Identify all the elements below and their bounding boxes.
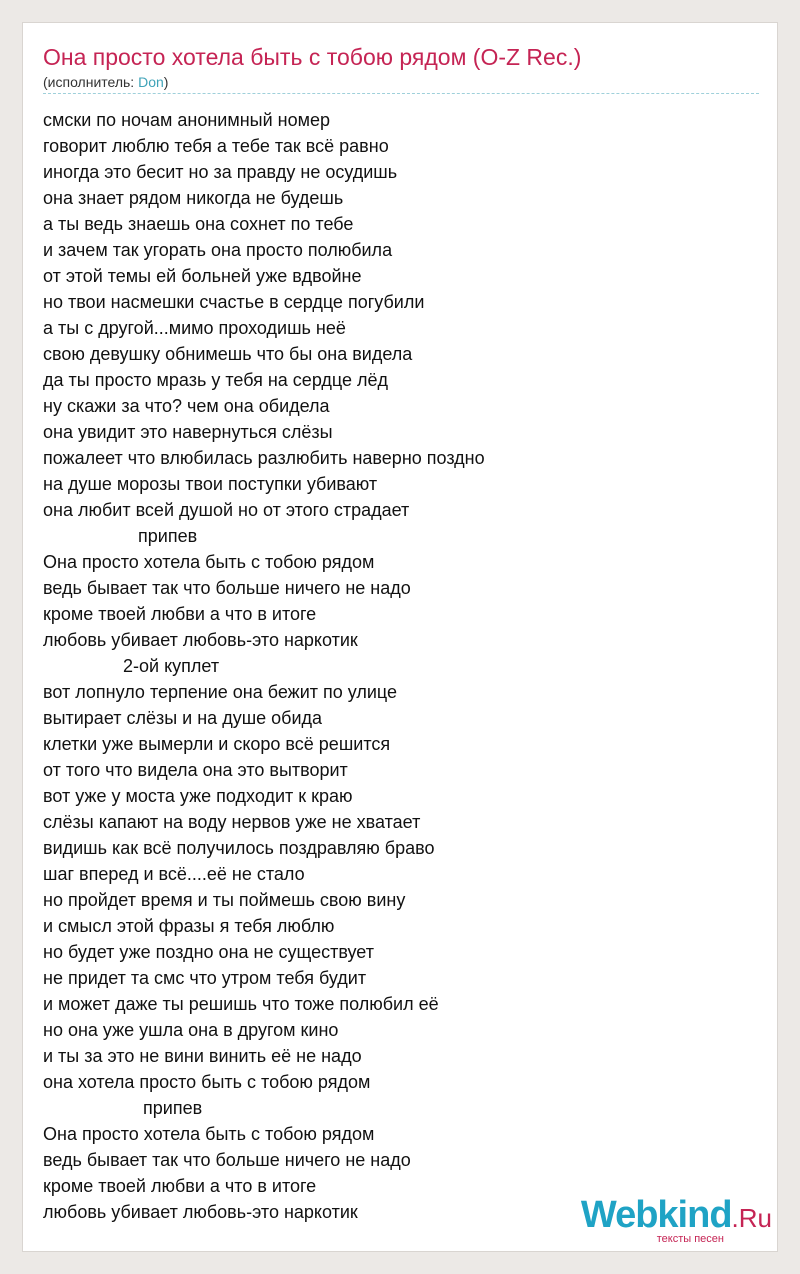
lyric-line: шаг вперед и всё....её не стало xyxy=(43,864,305,884)
site-logo[interactable] xyxy=(582,1195,772,1245)
lyric-line: кроме твоей любви а что в итоге xyxy=(43,1176,317,1196)
lyric-line: Она просто хотела быть с тобою рядом xyxy=(43,552,375,572)
logo-tld: .Ru xyxy=(731,1203,772,1233)
lyric-line: смски по ночам анонимный номер xyxy=(43,110,330,130)
lyric-line: не придет та смс что утром тебя будит xyxy=(43,968,367,988)
lyric-line: 2-ой куплет xyxy=(43,656,220,676)
lyric-line: а ты с другой...мимо проходишь неё xyxy=(43,318,346,338)
lyric-line: говорит люблю тебя а тебе так всё равно xyxy=(43,136,389,156)
lyric-line: она хотела просто быть с тобою рядом xyxy=(43,1072,371,1092)
logo-tagline: тексты песен xyxy=(656,1233,724,1245)
lyric-line: она знает рядом никогда не будешь xyxy=(43,188,344,208)
lyric-line: ведь бывает так что больше ничего не надо xyxy=(43,578,411,598)
lyric-line: от этой темы ей больней уже вдвойне xyxy=(43,266,362,286)
artist-line xyxy=(43,73,168,91)
artist-suffix: ) xyxy=(163,74,169,90)
lyric-line: да ты просто мразь у тебя на сердце лёд xyxy=(43,370,389,390)
lyric-line: но она уже ушла она в другом кино xyxy=(43,1020,339,1040)
lyric-line: а ты ведь знаешь она сохнет по тебе xyxy=(43,214,354,234)
lyric-line: она увидит это навернуться слёзы xyxy=(43,422,333,442)
artist-link[interactable]: Don xyxy=(138,74,164,90)
lyric-line: вытирает слёзы и на душе обида xyxy=(43,708,323,728)
lyric-line: и смысл этой фразы я тебя люблю xyxy=(43,916,335,936)
title-divider xyxy=(43,93,759,94)
lyric-line: видишь как всё получилось поздравляю браво xyxy=(43,838,435,858)
lyric-line: ведь бывает так что больше ничего не надо xyxy=(43,1150,411,1170)
lyric-line: свою девушку обнимешь что бы она видела xyxy=(43,344,413,364)
lyric-line: клетки уже вымерли и скоро всё решится xyxy=(43,734,391,754)
lyric-line: любовь убивает любовь-это наркотик xyxy=(43,1202,358,1222)
lyric-line: ну скажи за что? чем она обидела xyxy=(43,396,330,416)
logo-wordmark xyxy=(581,1195,772,1238)
lyric-line: и может даже ты решишь что тоже полюбил её xyxy=(43,994,439,1014)
lyric-line: пожалеет что влюбилась разлюбить наверно поздно xyxy=(43,448,485,468)
lyric-line: от того что видела она это вытворит xyxy=(43,760,348,780)
lyric-line: припев xyxy=(43,1098,203,1118)
logo-name: Webkind xyxy=(580,1194,732,1236)
lyric-line: но твои насмешки счастье в сердце погубили xyxy=(43,292,425,312)
lyric-line: Она просто хотела быть с тобою рядом xyxy=(43,1124,375,1144)
lyric-line: и ты за это не вини винить её не надо xyxy=(43,1046,362,1066)
lyric-line: припев xyxy=(43,526,198,546)
lyric-line: на душе морозы твои поступки убивают xyxy=(43,474,378,494)
lyrics-text xyxy=(43,107,485,1225)
lyric-line: слёзы капают на воду нервов уже не хватает xyxy=(43,812,421,832)
lyric-line: любовь убивает любовь-это наркотик xyxy=(43,630,358,650)
lyric-line: но будет уже поздно она не существует xyxy=(43,942,374,962)
lyric-line: и зачем так угорать она просто полюбила xyxy=(43,240,393,260)
lyric-line: она любит всей душой но от этого страдает xyxy=(43,500,410,520)
lyric-line: но пройдет время и ты поймешь свою вину xyxy=(43,890,406,910)
song-title: Она просто хотела быть с тобою рядом (O-Z Rec.) xyxy=(43,44,582,70)
artist-prefix: (исполнитель: xyxy=(43,74,139,90)
lyric-line: иногда это бесит но за правду не осудишь xyxy=(43,162,398,182)
lyric-line: вот уже у моста уже подходит к краю xyxy=(43,786,353,806)
lyric-line: кроме твоей любви а что в итоге xyxy=(43,604,317,624)
lyrics-card xyxy=(22,22,778,1252)
lyric-line: вот лопнуло терпение она бежит по улице xyxy=(43,682,398,702)
